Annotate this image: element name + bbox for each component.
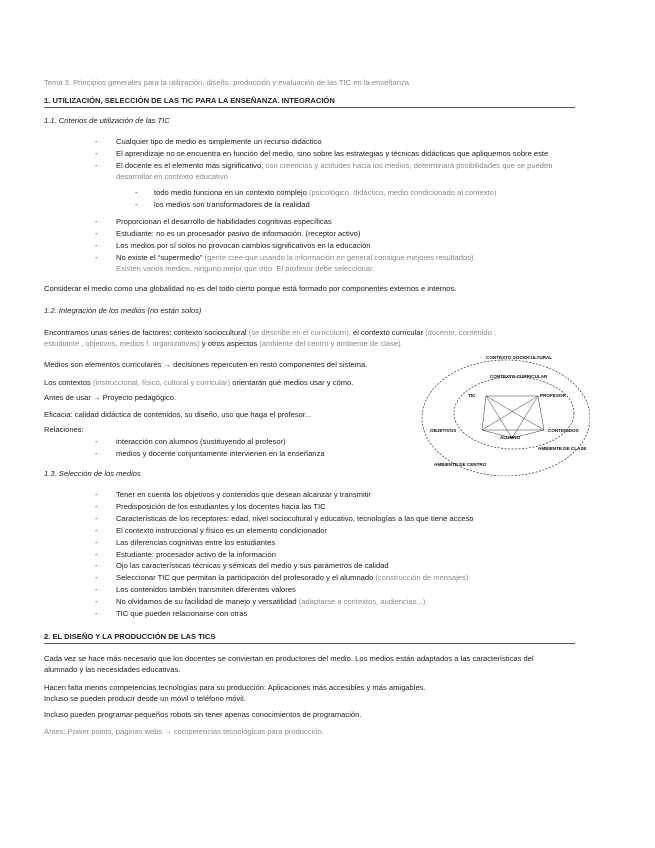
subsection-1-1-title: 1.1. Criterios de utilización de las TIC <box>44 116 170 125</box>
subsection-1-3-title: 1.3. Selección de los medios <box>44 469 141 478</box>
eficacia-line: Eficacia: calidad didáctica de contenidos, su diseño, uso que haga el profesor... <box>44 410 312 419</box>
label-profesor: PROFESOR <box>540 393 566 398</box>
label-sociocultural: CONTEXTO SOCIOCULTURAL <box>486 355 553 360</box>
label-alumno: ALUMNO <box>500 435 521 440</box>
label-curricular: CONTEXTO CURRICULAR <box>490 374 548 379</box>
relaciones-label: Relaciones: <box>44 425 84 434</box>
consider-paragraph: Considerar el medio como una globalidad no es del todo cierto porque está formado por componentes externos e internos. <box>44 284 457 293</box>
factors-paragraph-line2: estudiante , objetivos, medios f. organizativas) y otros aspectos (ambiente del centro y ambiente de clase). <box>44 339 403 348</box>
relation-lines <box>482 396 544 438</box>
contextos-line: Los contextos (instruccional, físico, cultural y curricular) orientarán qué medios usar y cómo. <box>44 378 354 387</box>
section-2-p1-line2: alumnado y las necesidades educativas. <box>44 665 181 674</box>
context-diagram-svg <box>420 352 590 476</box>
antes-line: Antes de usar → Proyecto pedagógico. <box>44 393 177 402</box>
section-1-title: 1. UTILIZACIÓN, SELECCIÓN DE LAS TIC PARA LA ENSEÑANZA. INTEGRACIÓN <box>44 96 335 105</box>
section-2-p1-line1: Cada vez se hace más necesario que los docentes se conviertan en productores del medio. Los medios están adaptados a las características del <box>44 654 534 663</box>
subsection-1-2-title: 1.2. Integración de los medios (no están solos) <box>44 306 202 315</box>
section-2-rule <box>44 643 575 644</box>
section-2-p2-line2: Incluso se pueden producir desde un móvil o teléfono móvil. <box>44 694 246 703</box>
label-ambiente-clase: AMBIENTE DE CLASE <box>538 446 587 451</box>
label-tic: TIC <box>468 393 476 398</box>
label-ambiente-centro: AMBIENTE DE CENTRO <box>434 462 487 467</box>
document-header: Tema 3. Principios generales para la utilización, diseño, producción y evaluación de las TIC en la enseñanza. <box>44 78 412 87</box>
label-contenidos: CONTENIDOS <box>548 428 579 433</box>
medios-curriculares-line: Medios son elementos curriculares → decisiones repercuten en resto componentes del sistema. <box>44 360 368 369</box>
section-2-p4: Antes: Power points, páginas webs → competencias tecnológicas para producción. <box>44 727 324 736</box>
criteria-item-supermedio-cont: Existen varios medios, ninguno mejor que otro. El profesor debe seleccionar. <box>116 264 375 273</box>
context-diagram <box>420 352 590 476</box>
criteria-item-teacher-cont: desarrollar en contexto educativo <box>116 172 228 181</box>
label-objetivos: OBJETIVOS <box>430 428 457 433</box>
factors-paragraph-line1: Encontramos unas series de factores: contexto sociocultural (se describe en el currículum), el contexto curricular (docente, contenido , <box>44 328 497 337</box>
section-2-p2-line1: Hacen falta menos competencias tecnologías para su producción: Aplicaciones más accesibles y más amigables. <box>44 683 426 692</box>
section-2-title: 2. EL DISEÑO Y LA PRODUCCIÓN DE LAS TICS <box>44 632 216 641</box>
section-2-p3: Incluso pueden programar pequeños robots sin tener apenas conocimientos de programación. <box>44 710 362 719</box>
section-1-rule <box>44 107 575 108</box>
